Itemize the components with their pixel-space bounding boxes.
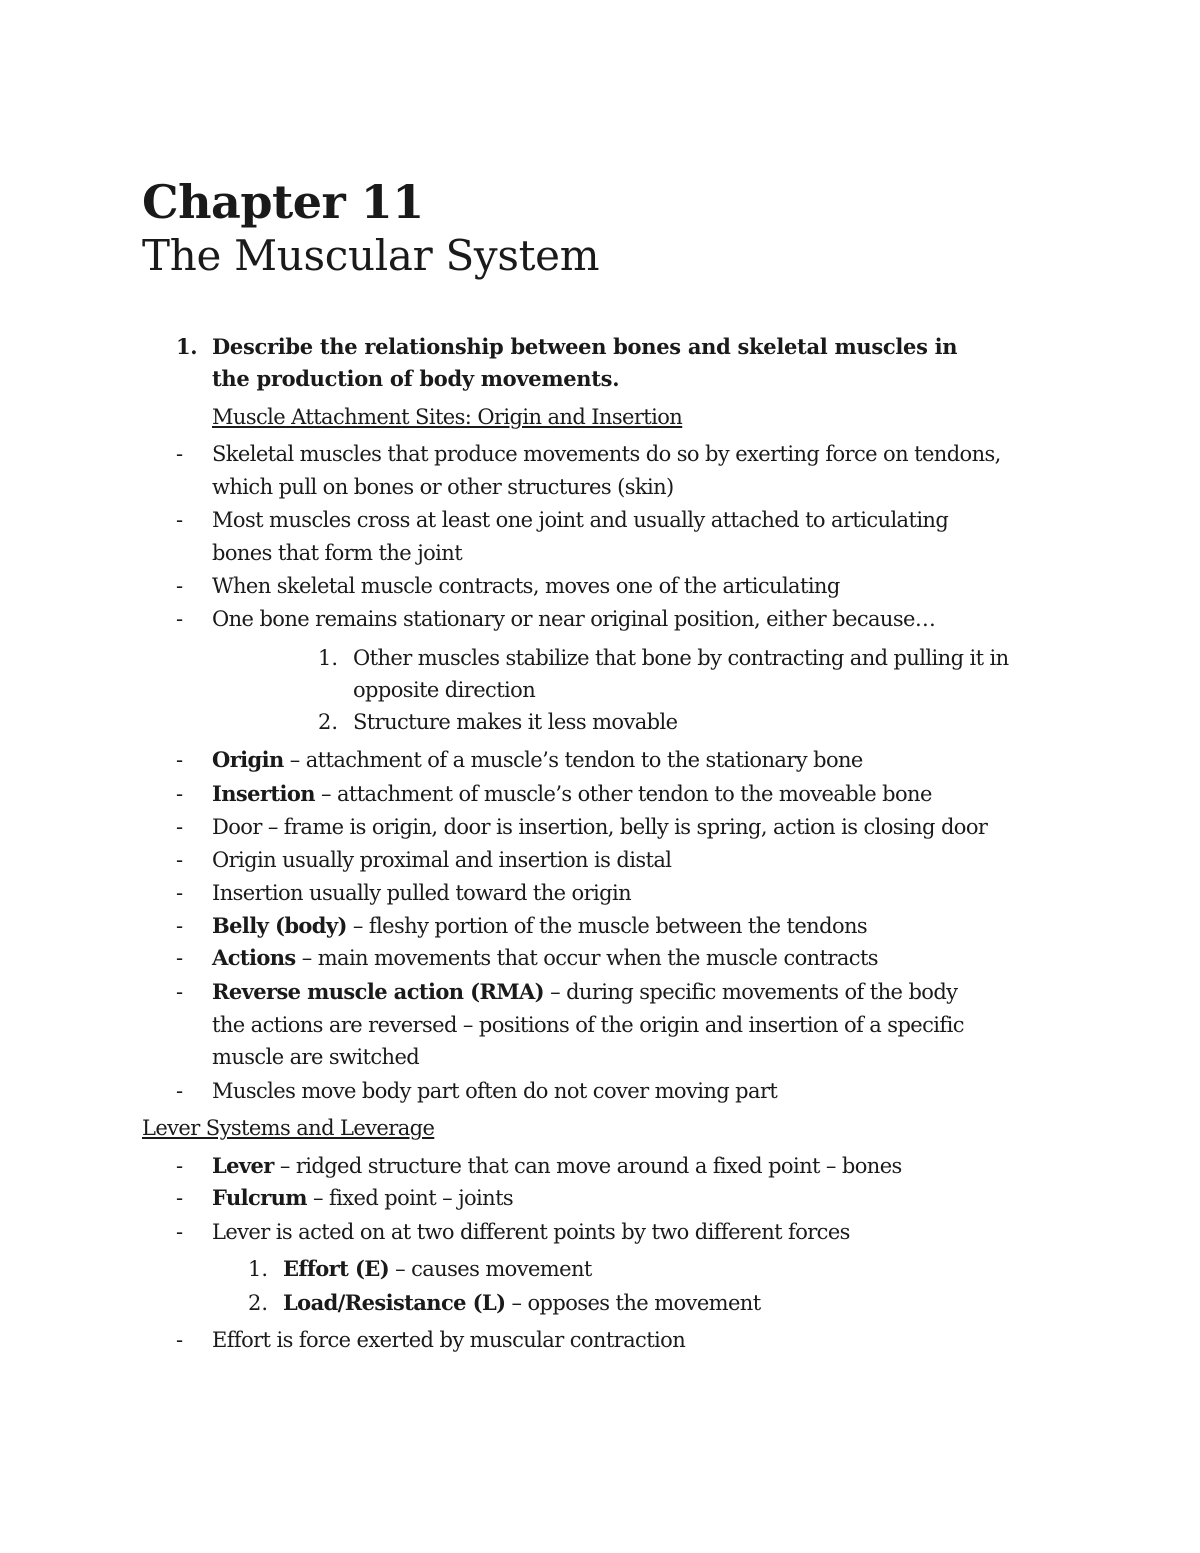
bullet-definition (212, 910, 867, 942)
bullet-marker: - (176, 782, 184, 806)
bullet-marker: - (176, 1186, 184, 1210)
sub-item-number: 2. (318, 710, 339, 734)
bullet-marker: - (176, 980, 184, 1004)
bullet-text: When skeletal muscle contracts, moves one of the articulating (212, 574, 840, 598)
bullet-marker: - (176, 748, 184, 772)
term-actions: Actions (212, 945, 296, 970)
sub-item-number: 1. (318, 646, 339, 670)
bullet-text: Door – frame is origin, door is insertion, belly is spring, action is closing door (212, 815, 988, 839)
term-reverse-muscle-action: Reverse muscle action (RMA) (212, 979, 545, 1004)
sub-item-definition (283, 1287, 761, 1319)
section-heading-lever-systems: Lever Systems and Leverage (142, 1116, 435, 1140)
bullet-text: Origin usually proximal and insertion is distal (212, 848, 672, 872)
section-heading-attachment-sites: Muscle Attachment Sites: Origin and Insertion (212, 405, 683, 429)
term-insertion: Insertion (212, 781, 315, 806)
bullet-marker: - (176, 508, 184, 532)
definition-text: – ridged structure that can move around a fixed point – bones (273, 1154, 902, 1178)
term-lever: Lever (212, 1153, 274, 1178)
bullet-marker: - (176, 1154, 184, 1178)
question-number: 1. (176, 334, 198, 359)
definition-text: – main movements that occur when the muscle contracts (295, 946, 878, 970)
definition-text: – attachment of a muscle’s tendon to the stationary bone (283, 748, 863, 772)
definition-text: – attachment of muscle’s other tendon to the moveable bone (314, 782, 932, 806)
bullet-text: Skeletal muscles that produce movements do so by exerting force on tendons, (212, 442, 1001, 466)
sub-item-text: Structure makes it less movable (353, 710, 678, 734)
sub-item-number: 2. (248, 1291, 269, 1315)
question-line-2: the production of body movements. (212, 366, 620, 391)
bullet-marker: - (176, 946, 184, 970)
chapter-title: Chapter 11 (142, 175, 424, 229)
bullet-text: One bone remains stationary or near original position, either because… (212, 607, 936, 631)
bullet-text: Insertion usually pulled toward the origin (212, 881, 632, 905)
bullet-definition (212, 744, 863, 776)
bullet-definition (212, 1150, 902, 1182)
chapter-subtitle: The Muscular System (142, 231, 600, 280)
sub-item-text-continued: opposite direction (353, 678, 536, 702)
bullet-marker: - (176, 574, 184, 598)
bullet-text-continued: which pull on bones or other structures (skin) (212, 475, 674, 499)
sub-item-definition (283, 1253, 592, 1285)
sub-item-text: Other muscles stabilize that bone by contracting and pulling it in (353, 646, 1009, 670)
bullet-text-continued: bones that form the joint (212, 541, 463, 565)
bullet-marker: - (176, 607, 184, 631)
bullet-definition (212, 976, 957, 1008)
bullet-text-continued: muscle are switched (212, 1045, 420, 1069)
term-fulcrum: Fulcrum (212, 1185, 307, 1210)
definition-text: – fleshy portion of the muscle between the tendons (346, 914, 868, 938)
sub-item-number: 1. (248, 1257, 269, 1281)
definition-text: – causes movement (389, 1257, 592, 1281)
definition-text: – during specific movements of the body (544, 980, 958, 1004)
bullet-marker: - (176, 1328, 184, 1352)
bullet-marker: - (176, 914, 184, 938)
bullet-text: Lever is acted on at two different points by two different forces (212, 1220, 850, 1244)
bullet-marker: - (176, 848, 184, 872)
bullet-text-continued: the actions are reversed – positions of the origin and insertion of a specific (212, 1013, 964, 1037)
bullet-text: Muscles move body part often do not cover moving part (212, 1079, 778, 1103)
bullet-text: Most muscles cross at least one joint and usually attached to articulating (212, 508, 949, 532)
term-load-resistance: Load/Resistance (L) (283, 1290, 506, 1315)
bullet-marker: - (176, 815, 184, 839)
definition-text: – fixed point – joints (306, 1186, 514, 1210)
bullet-definition (212, 942, 878, 974)
term-effort: Effort (E) (283, 1256, 390, 1281)
bullet-marker: - (176, 1220, 184, 1244)
bullet-marker: - (176, 881, 184, 905)
definition-text: – opposes the movement (505, 1291, 761, 1315)
bullet-marker: - (176, 442, 184, 466)
bullet-definition (212, 1182, 513, 1214)
bullet-definition (212, 778, 932, 810)
term-belly: Belly (body) (212, 913, 347, 938)
bullet-text: Effort is force exerted by muscular contraction (212, 1328, 686, 1352)
bullet-marker: - (176, 1079, 184, 1103)
question-line-1: Describe the relationship between bones and skeletal muscles in (212, 334, 958, 359)
term-origin: Origin (212, 747, 284, 772)
